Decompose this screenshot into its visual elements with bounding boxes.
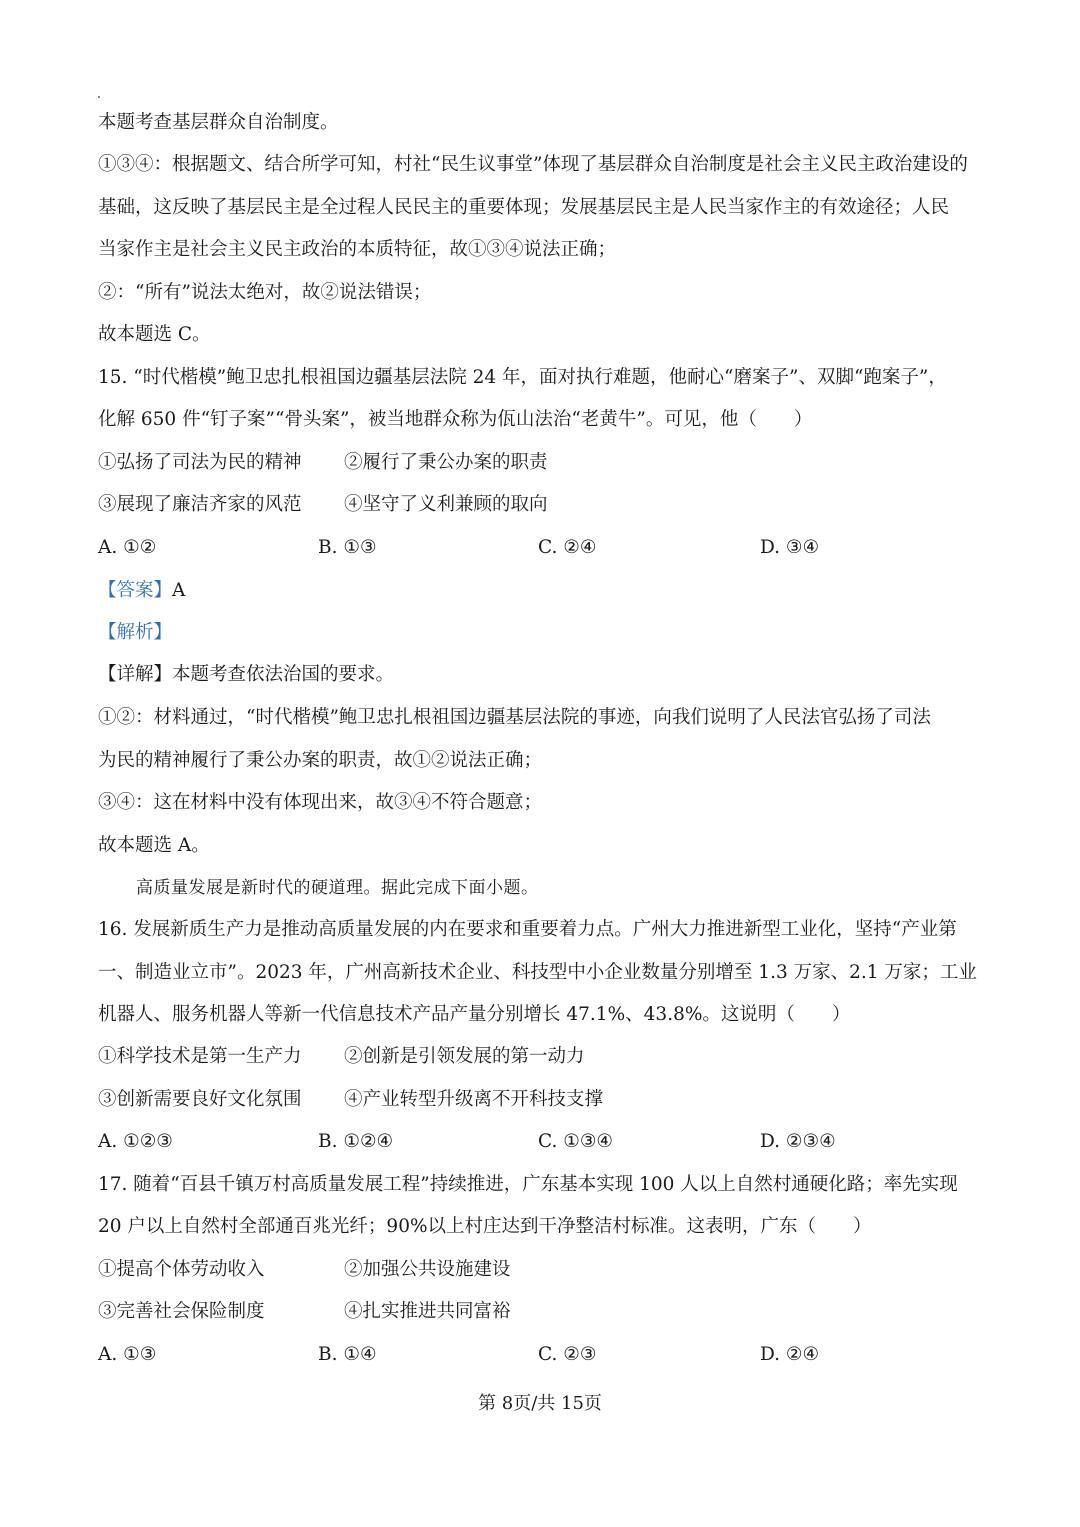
- q14-text-line: 本题考查基层群众自治制度。: [98, 112, 339, 133]
- q17-stem: 17. 随着“百县千镇万村高质量发展工程”持续推进，广东基本实现 100 人以上自然村通硬化路；率先实现: [98, 1174, 958, 1195]
- q14-text-line: ①③④：根据题文、结合所学可知，村社“民生议事堂”体现了基层群众自治制度是社会主义民主政治建设的: [98, 154, 968, 175]
- q14-conclusion: 故本题选 C。: [98, 324, 211, 345]
- q15-explanation: ①②：材料通过，“时代楷模”鲍卫忠扎根祖国边疆基层法院的事迹，向我们说明了人民法官弘扬了司法: [98, 707, 931, 728]
- q15-choice-b: B. ①③: [318, 537, 377, 558]
- q15-analysis: [98, 620, 988, 646]
- q15-conclusion: 故本题选 A。: [98, 835, 210, 856]
- q17-statement: ②加强公共设施建设: [344, 1259, 511, 1280]
- q16-choice-d: D. ②③④: [760, 1131, 836, 1152]
- page-footer: 第 8页/共 15页: [478, 1393, 602, 1414]
- q17-choice-d: D. ②④: [760, 1344, 820, 1365]
- q14-text-line: 当家作主是社会主义民主政治的本质特征，故①③④说法正确；: [98, 239, 617, 260]
- q16-statement: ④产业转型升级离不开科技支撑: [344, 1089, 604, 1110]
- q15-explanation: ③④：这在材料中没有体现出来，故③④不符合题意；: [98, 792, 543, 813]
- q16-stem: 机器人、服务机器人等新一代信息技术产品产量分别增长 47.1%、43.8%。这说明（ ）: [98, 1004, 851, 1025]
- q16-statement: ①科学技术是第一生产力: [98, 1046, 302, 1067]
- q15-statement: ④坚守了义利兼顾的取向: [344, 494, 548, 515]
- q15-answer: [98, 578, 988, 604]
- page-mark: [98, 96, 100, 98]
- q16-choice-a: A. ①②③: [98, 1131, 173, 1152]
- answer-value: A: [172, 580, 186, 601]
- q16-statement: ②创新是引领发展的第一动力: [344, 1046, 585, 1067]
- q17-choice-c: C. ②③: [538, 1344, 597, 1365]
- analysis-tag: 【解析】: [98, 622, 173, 643]
- q14-text-line: 基础，这反映了基层民主是全过程人民民主的重要体现；发展基层民主是人民当家作主的有效途径；人民: [98, 197, 950, 218]
- q15-stem: 15. “时代楷模”鲍卫忠扎根祖国边疆基层法院 24 年，面对执行难题，他耐心“磨案子”、双脚“跑案子”，: [98, 367, 947, 388]
- q15-choice-a: A. ①②: [98, 537, 157, 558]
- q16-statement: ③创新需要良好文化氛围: [98, 1089, 302, 1110]
- q16-choice-b: B. ①②④: [318, 1131, 394, 1152]
- q16-stem: 16. 发展新质生产力是推动高质量发展的内在要求和重要着力点。广州大力推进新型工业化，坚持“产业第: [98, 919, 957, 940]
- q14-text-line: ②：“所有”说法太绝对，故②说法错误；: [98, 282, 432, 303]
- q17-statement: ①提高个体劳动收入: [98, 1259, 265, 1280]
- q17-choice-b: B. ①④: [318, 1344, 377, 1365]
- q17-choice-a: A. ①③: [98, 1344, 157, 1365]
- q15-choice-d: D. ③④: [760, 537, 820, 558]
- q15-choice-c: C. ②④: [538, 537, 597, 558]
- q15-detail: 【详解】本题考查依法治国的要求。: [98, 664, 395, 685]
- q16-stem: 一、制造业立市”。2023 年，广州高新技术企业、科技型中小企业数量分别增至 1.3 万家、2.1 万家；工业: [98, 962, 977, 983]
- q15-stem: 化解 650 件“钉子案”“骨头案”，被当地群众称为佤山法治“老黄牛”。可见，他（ ）: [98, 409, 813, 430]
- q17-statement: ③完善社会保险制度: [98, 1301, 265, 1322]
- q15-statement: ②履行了秉公办案的职责: [344, 452, 548, 473]
- section-intro: 高质量发展是新时代的硬道理。据此完成下面小题。: [136, 878, 539, 898]
- q16-choice-c: C. ①③④: [538, 1131, 614, 1152]
- q15-statement: ①弘扬了司法为民的精神: [98, 452, 302, 473]
- q17-stem: 20 户以上自然村全部通百兆光纤；90%以上村庄达到干净整洁村标准。这表明，广东（ ）: [98, 1216, 872, 1237]
- answer-tag: 【答案】: [98, 580, 173, 601]
- q15-statement: ③展现了廉洁齐家的风范: [98, 494, 302, 515]
- q15-explanation: 为民的精神履行了秉公办案的职责，故①②说法正确；: [98, 750, 543, 771]
- q17-statement: ④扎实推进共同富裕: [344, 1301, 511, 1322]
